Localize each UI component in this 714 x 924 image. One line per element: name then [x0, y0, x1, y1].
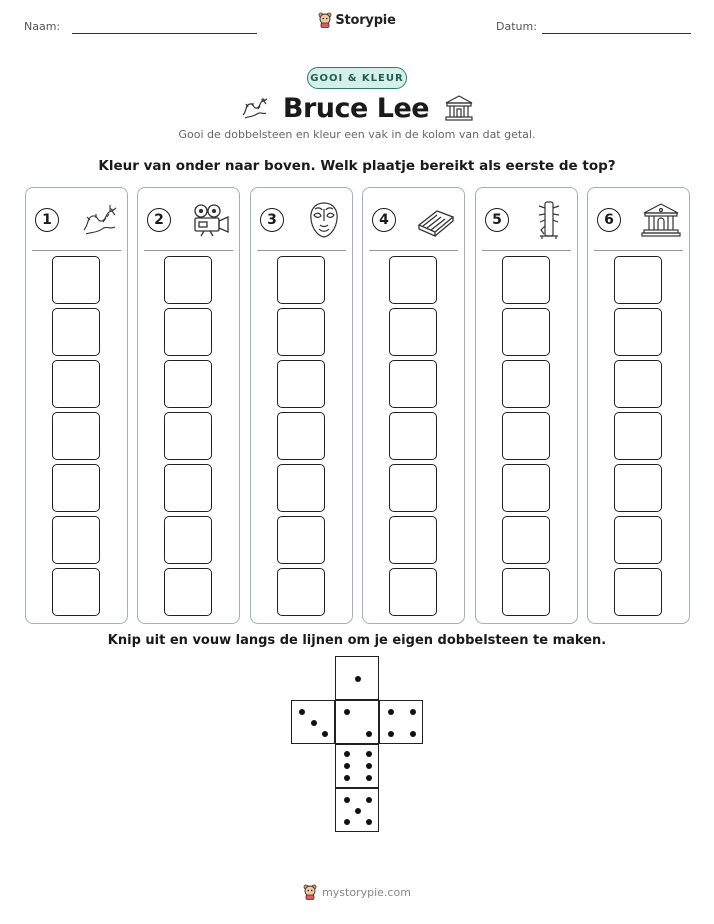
color-cell[interactable] [52, 568, 100, 616]
subtitle: Gooi de dobbelsteen en kleur een vak in de kolom van dat getal. [178, 128, 536, 141]
column-header [147, 200, 233, 240]
color-cell[interactable] [389, 568, 437, 616]
storypie-mascot-icon [318, 12, 332, 28]
die-pip [366, 797, 372, 803]
cell-stack [389, 256, 437, 620]
color-cell[interactable] [502, 516, 550, 564]
color-cell[interactable] [389, 516, 437, 564]
color-cell[interactable] [277, 360, 325, 408]
color-cell[interactable] [502, 308, 550, 356]
die-pip [388, 709, 394, 715]
die-pip [322, 731, 328, 737]
page-title: Bruce Lee [282, 92, 430, 124]
date-line [542, 33, 691, 34]
column-divider [594, 250, 683, 251]
brand-logo [0, 12, 714, 28]
color-cell[interactable] [389, 412, 437, 460]
die-pip [355, 676, 361, 682]
footer [0, 884, 714, 900]
die-face-5 [335, 788, 379, 832]
name-line [72, 33, 257, 34]
color-cell[interactable] [164, 464, 212, 512]
die-pip [366, 775, 372, 781]
color-cell[interactable] [614, 256, 662, 304]
book-icon [414, 200, 458, 240]
column-header [35, 200, 121, 240]
column-4 [362, 187, 465, 624]
color-cell[interactable] [614, 308, 662, 356]
dragon-icon [77, 200, 121, 240]
column-number: 2 [147, 208, 171, 232]
color-cell[interactable] [502, 412, 550, 460]
column-number: 5 [485, 208, 509, 232]
color-cell[interactable] [164, 256, 212, 304]
column-number: 1 [35, 208, 59, 232]
color-cell[interactable] [164, 360, 212, 408]
mask-icon [302, 200, 346, 240]
die-face-4 [379, 700, 423, 744]
color-cell[interactable] [614, 412, 662, 460]
color-cell[interactable] [52, 360, 100, 408]
column-divider [482, 250, 571, 251]
die-pip [311, 720, 317, 726]
die-pip [299, 709, 305, 715]
color-cell[interactable] [277, 308, 325, 356]
color-cell[interactable] [502, 256, 550, 304]
color-cell[interactable] [502, 568, 550, 616]
footer-url: mystorypie.com [322, 885, 411, 899]
color-cell[interactable] [164, 412, 212, 460]
column-divider [369, 250, 458, 251]
instruction: Kleur van onder naar boven. Welk plaatje bereikt als eerste de top? [98, 158, 616, 174]
column-divider [257, 250, 346, 251]
color-cell[interactable] [277, 516, 325, 564]
column-5 [475, 187, 578, 624]
die-pip [344, 797, 350, 803]
column-2 [137, 187, 240, 624]
color-cell[interactable] [164, 568, 212, 616]
color-cell[interactable] [164, 308, 212, 356]
die-pip [366, 751, 372, 757]
column-header [597, 200, 683, 240]
wooden-dummy-icon [527, 200, 571, 240]
die-pip [344, 819, 350, 825]
cell-stack [277, 256, 325, 620]
color-cell[interactable] [277, 568, 325, 616]
column-6 [587, 187, 690, 624]
color-cell[interactable] [614, 516, 662, 564]
title-row [0, 90, 714, 126]
die-pip [344, 709, 350, 715]
museum-icon [639, 200, 683, 240]
date-label: Datum: [496, 20, 537, 33]
column-header [372, 200, 458, 240]
die-face-1 [335, 656, 379, 700]
color-cell[interactable] [52, 256, 100, 304]
die-face-2 [335, 700, 379, 744]
die-pip [388, 731, 394, 737]
color-cell[interactable] [502, 464, 550, 512]
color-cell[interactable] [389, 308, 437, 356]
column-3 [250, 187, 353, 624]
column-number: 4 [372, 208, 396, 232]
die-pip [344, 775, 350, 781]
name-label: Naam: [24, 20, 61, 33]
column-number: 6 [597, 208, 621, 232]
cell-stack [502, 256, 550, 620]
color-cell[interactable] [277, 464, 325, 512]
color-cell[interactable] [502, 360, 550, 408]
museum-icon [443, 93, 475, 123]
column-1 [25, 187, 128, 624]
die-face-3 [291, 700, 335, 744]
cell-stack [614, 256, 662, 620]
column-header [260, 200, 346, 240]
dragon-icon [239, 93, 269, 123]
die-instruction: Knip uit en vouw langs de lijnen om je eigen dobbelsteen te maken. [107, 633, 607, 648]
film-camera-icon [189, 200, 233, 240]
die-pip [344, 763, 350, 769]
color-cell[interactable] [614, 568, 662, 616]
color-cell[interactable] [389, 360, 437, 408]
color-cell[interactable] [389, 464, 437, 512]
color-cell[interactable] [52, 516, 100, 564]
column-number: 3 [260, 208, 284, 232]
color-cell[interactable] [277, 256, 325, 304]
die-face-6 [335, 744, 379, 788]
color-cell[interactable] [277, 412, 325, 460]
die-pip [355, 808, 361, 814]
storypie-mascot-icon [303, 884, 317, 900]
die-pip [366, 819, 372, 825]
color-cell[interactable] [614, 464, 662, 512]
cell-stack [164, 256, 212, 620]
activity-badge: GOOI & KLEUR [307, 67, 407, 89]
column-divider [32, 250, 121, 251]
color-cell[interactable] [52, 308, 100, 356]
die-pip [410, 709, 416, 715]
color-cell[interactable] [52, 464, 100, 512]
color-cell[interactable] [389, 256, 437, 304]
color-cell[interactable] [164, 516, 212, 564]
color-cell[interactable] [614, 360, 662, 408]
die-pip [366, 763, 372, 769]
column-header [485, 200, 571, 240]
die-pip [344, 751, 350, 757]
color-cell[interactable] [52, 412, 100, 460]
column-divider [144, 250, 233, 251]
cell-stack [52, 256, 100, 620]
die-pip [366, 731, 372, 737]
die-pip [410, 731, 416, 737]
brand-name: Storypie [335, 12, 396, 28]
